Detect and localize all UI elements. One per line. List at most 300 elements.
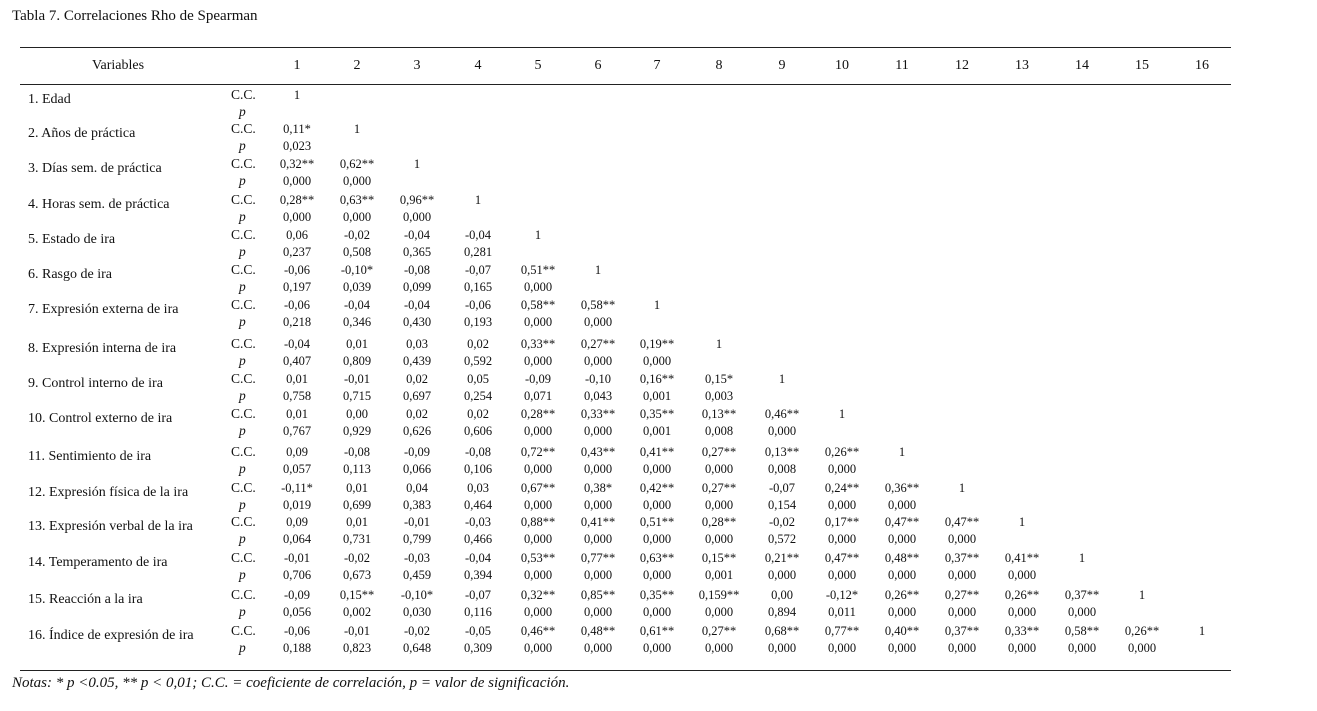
p-value-cell: 0,000	[523, 605, 553, 619]
p-value-cell: 0,464	[463, 498, 493, 512]
cc-value-cell: -0,05	[464, 624, 492, 638]
cc-value-cell: 1	[594, 263, 602, 277]
p-value-cell: 0,000	[523, 568, 553, 582]
p-value-cell: 0,000	[583, 354, 613, 368]
p-value-cell: 0,099	[402, 280, 432, 294]
table-title: Tabla 7. Correlaciones Rho de Spearman	[12, 8, 258, 24]
cc-value-cell: 0,72**	[520, 445, 556, 459]
cc-value-cell: -0,02	[343, 228, 371, 242]
p-value-cell: 0,648	[402, 641, 432, 655]
p-value-cell: 0,000	[827, 498, 857, 512]
cc-value-cell: 0,41**	[639, 445, 675, 459]
cc-value-cell: 0,27**	[944, 588, 980, 602]
cc-value-cell: 0,41**	[1004, 551, 1040, 565]
cc-value-cell: 0,17**	[824, 515, 860, 529]
cc-value-cell: 0,28**	[701, 515, 737, 529]
p-label: p	[239, 640, 246, 655]
cc-value-cell: 0,00	[346, 407, 368, 421]
cc-value-cell: -0,06	[283, 298, 311, 312]
p-value-cell: 0,000	[704, 498, 734, 512]
p-value-cell: 0,715	[342, 389, 372, 403]
cc-value-cell: -0,10*	[340, 263, 374, 277]
p-value-cell: 0,154	[767, 498, 797, 512]
header-col-15: 15	[1135, 58, 1149, 73]
cc-value-cell: 0,15**	[701, 551, 737, 565]
p-value-cell: 0,071	[523, 389, 553, 403]
p-value-cell: 0,000	[642, 498, 672, 512]
p-value-cell: 0,000	[767, 568, 797, 582]
cc-value-cell: -0,04	[343, 298, 371, 312]
cc-value-cell: -0,12*	[825, 588, 859, 602]
cc-label: C.C.	[231, 121, 256, 136]
cc-value-cell: 0,13**	[764, 445, 800, 459]
cc-value-cell: 0,26**	[1124, 624, 1160, 638]
header-rule	[20, 84, 1231, 85]
header-col-7: 7	[653, 58, 661, 73]
cc-label: C.C.	[231, 587, 256, 602]
p-value-cell: 0,000	[523, 641, 553, 655]
cc-value-cell: -0,10	[584, 372, 612, 386]
cc-value-cell: 0,28**	[279, 193, 315, 207]
cc-value-cell: 0,01	[346, 481, 368, 495]
p-value-cell: 0,000	[887, 568, 917, 582]
p-value-cell: 0,000	[583, 641, 613, 655]
cc-value-cell: -0,11*	[281, 481, 313, 495]
p-value-cell: 0,000	[523, 354, 553, 368]
p-value-cell: 0,799	[402, 532, 432, 546]
p-value-cell: 0,281	[463, 245, 493, 259]
cc-value-cell: 0,77**	[580, 551, 616, 565]
p-value-cell: 0,767	[282, 424, 312, 438]
cc-value-cell: 0,27**	[701, 624, 737, 638]
header-col-4: 4	[474, 58, 482, 73]
p-value-cell: 0,000	[704, 462, 734, 476]
p-value-cell: 0,000	[827, 641, 857, 655]
cc-value-cell: -0,08	[403, 263, 431, 277]
cc-value-cell: -0,08	[464, 445, 492, 459]
p-value-cell: 0,064	[282, 532, 312, 546]
cc-value-cell: 0,85**	[580, 588, 616, 602]
p-value-cell: 0,000	[827, 462, 857, 476]
cc-value-cell: 0,96**	[399, 193, 435, 207]
cc-value-cell: 0,09	[286, 515, 308, 529]
p-value-cell: 0,003	[704, 389, 734, 403]
cc-value-cell: -0,01	[343, 624, 371, 638]
p-value-cell: 0,066	[402, 462, 432, 476]
p-value-cell: 0,011	[828, 605, 856, 619]
header-variables: Variables	[91, 58, 145, 73]
p-value-cell: 0,309	[463, 641, 493, 655]
p-value-cell: 0,000	[887, 641, 917, 655]
header-col-14: 14	[1075, 58, 1089, 73]
header-col-9: 9	[778, 58, 786, 73]
variable-name: 1. Edad	[28, 92, 71, 107]
p-value-cell: 0,019	[282, 498, 312, 512]
cc-label: C.C.	[231, 623, 256, 638]
cc-value-cell: 0,02	[406, 372, 428, 386]
p-value-cell: 0,000	[402, 210, 432, 224]
p-value-cell: 0,237	[282, 245, 312, 259]
cc-value-cell: 0,16**	[639, 372, 675, 386]
p-value-cell: 0,000	[704, 641, 734, 655]
p-value-cell: 0,000	[947, 605, 977, 619]
cc-value-cell: -0,02	[343, 551, 371, 565]
cc-value-cell: 0,01	[346, 515, 368, 529]
p-value-cell: 0,706	[282, 568, 312, 582]
p-value-cell: 0,000	[583, 605, 613, 619]
cc-value-cell: 0,11*	[283, 122, 311, 136]
cc-value-cell: -0,01	[283, 551, 311, 565]
cc-value-cell: -0,09	[524, 372, 552, 386]
cc-value-cell: 0,63**	[339, 193, 375, 207]
cc-value-cell: -0,02	[403, 624, 431, 638]
p-value-cell: 0,000	[1127, 641, 1157, 655]
p-value-cell: 0,188	[282, 641, 312, 655]
cc-value-cell: -0,09	[283, 588, 311, 602]
p-value-cell: 0,459	[402, 568, 432, 582]
cc-value-cell: 0,01	[286, 407, 308, 421]
cc-value-cell: -0,04	[403, 298, 431, 312]
cc-value-cell: 1	[898, 445, 906, 459]
cc-value-cell: 0,15*	[704, 372, 734, 386]
p-value-cell: 0,165	[463, 280, 493, 294]
p-value-cell: 0,000	[523, 424, 553, 438]
variable-name: 6. Rasgo de ira	[28, 267, 112, 282]
cc-value-cell: 0,38*	[583, 481, 613, 495]
p-value-cell: 0,929	[342, 424, 372, 438]
p-value-cell: 0,572	[767, 532, 797, 546]
variable-name: 11. Sentimiento de ira	[28, 449, 152, 464]
cc-value-cell: 0,35**	[639, 588, 675, 602]
p-label: p	[239, 209, 246, 224]
p-value-cell: 0,254	[463, 389, 493, 403]
p-value-cell: 0,000	[827, 568, 857, 582]
p-value-cell: 0,000	[947, 568, 977, 582]
variable-name: 7. Expresión externa de ira	[28, 302, 179, 317]
p-value-cell: 0,439	[402, 354, 432, 368]
cc-value-cell: 1	[715, 337, 723, 351]
cc-value-cell: 0,35**	[639, 407, 675, 421]
cc-label: C.C.	[231, 480, 256, 495]
p-value-cell: 0,000	[887, 498, 917, 512]
cc-value-cell: -0,10*	[400, 588, 434, 602]
p-label: p	[239, 353, 246, 368]
p-value-cell: 0,383	[402, 498, 432, 512]
cc-value-cell: -0,09	[403, 445, 431, 459]
cc-value-cell: 0,48**	[580, 624, 616, 638]
p-value-cell: 0,000	[827, 532, 857, 546]
p-value-cell: 0,000	[583, 424, 613, 438]
p-value-cell: 0,000	[642, 462, 672, 476]
p-label: p	[239, 279, 246, 294]
cc-value-cell: -0,02	[768, 515, 796, 529]
p-label: p	[239, 531, 246, 546]
cc-value-cell: 0,01	[346, 337, 368, 351]
p-value-cell: 0,430	[402, 315, 432, 329]
p-value-cell: 0,000	[1007, 605, 1037, 619]
variable-name: 5. Estado de ira	[28, 232, 116, 247]
header-col-8: 8	[715, 58, 723, 73]
p-label: p	[239, 173, 246, 188]
p-value-cell: 0,000	[767, 641, 797, 655]
variable-name: 15. Reacción a la ira	[28, 592, 143, 607]
cc-value-cell: 0,32**	[520, 588, 556, 602]
p-value-cell: 0,023	[282, 139, 312, 153]
p-value-cell: 0,365	[402, 245, 432, 259]
p-value-cell: 0,197	[282, 280, 312, 294]
p-value-cell: 0,000	[947, 532, 977, 546]
cc-value-cell: -0,06	[283, 624, 311, 638]
cc-value-cell: 1	[778, 372, 786, 386]
cc-value-cell: -0,03	[464, 515, 492, 529]
p-value-cell: 0,039	[342, 280, 372, 294]
table-notes: Notas: * p <0.05, ** p < 0,01; C.C. = coeficiente de correlación, p = valor de significación.	[12, 675, 570, 691]
p-value-cell: 0,116	[464, 605, 492, 619]
p-value-cell: 0,000	[342, 210, 372, 224]
cc-label: C.C.	[231, 156, 256, 171]
cc-value-cell: -0,06	[464, 298, 492, 312]
cc-label: C.C.	[231, 514, 256, 529]
cc-value-cell: 1	[958, 481, 966, 495]
p-value-cell: 0,000	[642, 605, 672, 619]
p-value-cell: 0,000	[767, 424, 797, 438]
bottom-rule	[20, 670, 1231, 671]
cc-value-cell: 0,36**	[884, 481, 920, 495]
cc-value-cell: 0,42**	[639, 481, 675, 495]
p-value-cell: 0,001	[642, 424, 672, 438]
p-value-cell: 0,000	[583, 568, 613, 582]
cc-value-cell: 0,58**	[1064, 624, 1100, 638]
cc-label: C.C.	[231, 406, 256, 421]
cc-value-cell: 0,58**	[520, 298, 556, 312]
cc-value-cell: 0,33**	[580, 407, 616, 421]
cc-value-cell: 0,26**	[824, 445, 860, 459]
p-value-cell: 0,407	[282, 354, 312, 368]
cc-value-cell: -0,04	[283, 337, 311, 351]
cc-value-cell: 1	[1138, 588, 1146, 602]
cc-value-cell: 0,15**	[339, 588, 375, 602]
cc-value-cell: 0,47**	[824, 551, 860, 565]
cc-value-cell: 0,47**	[944, 515, 980, 529]
header-col-11: 11	[895, 58, 909, 73]
cc-value-cell: 0,41**	[580, 515, 616, 529]
variable-name: 14. Temperamento de ira	[28, 555, 168, 570]
cc-value-cell: 1	[534, 228, 542, 242]
p-label: p	[239, 497, 246, 512]
p-value-cell: 0,043	[583, 389, 613, 403]
p-label: p	[239, 461, 246, 476]
cc-value-cell: 0,62**	[339, 157, 375, 171]
variable-name: 3. Días sem. de práctica	[28, 161, 162, 176]
p-value-cell: 0,000	[887, 532, 917, 546]
cc-value-cell: 0,27**	[701, 481, 737, 495]
header-col-3: 3	[413, 58, 421, 73]
variable-name: 4. Horas sem. de práctica	[28, 197, 170, 212]
p-value-cell: 0,000	[642, 532, 672, 546]
p-label: p	[239, 388, 246, 403]
cc-value-cell: 0,88**	[520, 515, 556, 529]
p-value-cell: 0,758	[282, 389, 312, 403]
cc-value-cell: 0,26**	[884, 588, 920, 602]
cc-value-cell: 0,27**	[701, 445, 737, 459]
cc-value-cell: 0,04	[406, 481, 428, 495]
p-value-cell: 0,008	[767, 462, 797, 476]
p-value-cell: 0,000	[583, 498, 613, 512]
cc-value-cell: -0,06	[283, 263, 311, 277]
cc-value-cell: 0,19**	[639, 337, 675, 351]
header-col-6: 6	[594, 58, 602, 73]
p-value-cell: 0,193	[463, 315, 493, 329]
p-value-cell: 0,699	[342, 498, 372, 512]
cc-value-cell: -0,01	[403, 515, 431, 529]
cc-value-cell: 1	[838, 407, 846, 421]
p-value-cell: 0,000	[523, 498, 553, 512]
header-col-13: 13	[1015, 58, 1029, 73]
cc-value-cell: 0,37**	[944, 551, 980, 565]
cc-label: C.C.	[231, 336, 256, 351]
p-value-cell: 0,000	[583, 462, 613, 476]
header-col-1: 1	[293, 58, 301, 73]
p-value-cell: 0,000	[523, 462, 553, 476]
cc-value-cell: 0,02	[467, 337, 489, 351]
cc-value-cell: 1	[293, 88, 301, 102]
p-value-cell: 0,000	[947, 641, 977, 655]
variable-name: 16. Índice de expresión de ira	[28, 628, 194, 643]
p-value-cell: 0,000	[887, 605, 917, 619]
cc-value-cell: 0,05	[467, 372, 489, 386]
p-value-cell: 0,606	[463, 424, 493, 438]
cc-value-cell: -0,04	[403, 228, 431, 242]
cc-value-cell: 1	[1018, 515, 1026, 529]
cc-value-cell: 0,33**	[1004, 624, 1040, 638]
cc-label: C.C.	[231, 192, 256, 207]
cc-value-cell: 1	[474, 193, 482, 207]
cc-label: C.C.	[231, 444, 256, 459]
cc-value-cell: 0,67**	[520, 481, 556, 495]
p-label: p	[239, 138, 246, 153]
p-value-cell: 0,000	[523, 532, 553, 546]
p-value-cell: 0,002	[342, 605, 372, 619]
cc-label: C.C.	[231, 550, 256, 565]
p-label: p	[239, 423, 246, 438]
cc-value-cell: 0,01	[286, 372, 308, 386]
p-value-cell: 0,697	[402, 389, 432, 403]
cc-value-cell: 0,68**	[764, 624, 800, 638]
p-value-cell: 0,001	[642, 389, 672, 403]
cc-value-cell: 0,13**	[701, 407, 737, 421]
p-label: p	[239, 244, 246, 259]
p-value-cell: 0,673	[342, 568, 372, 582]
p-value-cell: 0,823	[342, 641, 372, 655]
cc-value-cell: -0,07	[464, 263, 492, 277]
variable-name: 8. Expresión interna de ira	[28, 341, 177, 356]
header-col-5: 5	[534, 58, 542, 73]
cc-value-cell: 0,03	[406, 337, 428, 351]
cc-label: C.C.	[231, 262, 256, 277]
cc-value-cell: 0,33**	[520, 337, 556, 351]
p-value-cell: 0,057	[282, 462, 312, 476]
p-value-cell: 0,000	[704, 605, 734, 619]
p-value-cell: 0,106	[463, 462, 493, 476]
p-value-cell: 0,008	[704, 424, 734, 438]
header-col-10: 10	[835, 58, 849, 73]
cc-value-cell: 1	[1198, 624, 1206, 638]
p-value-cell: 0,346	[342, 315, 372, 329]
p-label: p	[239, 567, 246, 582]
p-label: p	[239, 314, 246, 329]
cc-value-cell: 0,02	[406, 407, 428, 421]
cc-value-cell: 0,02	[467, 407, 489, 421]
cc-value-cell: 0,61**	[639, 624, 675, 638]
cc-value-cell: 0,40**	[884, 624, 920, 638]
cc-value-cell: 0,21**	[764, 551, 800, 565]
variable-name: 10. Control externo de ira	[28, 411, 173, 426]
p-value-cell: 0,000	[583, 315, 613, 329]
cc-value-cell: 0,37**	[1064, 588, 1100, 602]
p-value-cell: 0,001	[704, 568, 734, 582]
cc-label: C.C.	[231, 227, 256, 242]
cc-value-cell: -0,07	[768, 481, 796, 495]
p-value-cell: 0,000	[1067, 605, 1097, 619]
p-value-cell: 0,000	[1007, 568, 1037, 582]
cc-value-cell: -0,04	[464, 228, 492, 242]
p-label: p	[239, 604, 246, 619]
cc-value-cell: -0,03	[403, 551, 431, 565]
header-col-16: 16	[1195, 58, 1209, 73]
p-value-cell: 0,508	[342, 245, 372, 259]
cc-value-cell: 0,28**	[520, 407, 556, 421]
cc-value-cell: 0,27**	[580, 337, 616, 351]
header-col-2: 2	[353, 58, 361, 73]
p-value-cell: 0,000	[523, 280, 553, 294]
cc-label: C.C.	[231, 297, 256, 312]
p-value-cell: 0,218	[282, 315, 312, 329]
p-value-cell: 0,000	[642, 641, 672, 655]
p-label: p	[239, 104, 246, 119]
variable-name: 13. Expresión verbal de la ira	[28, 519, 193, 534]
cc-label: C.C.	[231, 371, 256, 386]
variable-name: 12. Expresión física de la ira	[28, 485, 189, 500]
cc-value-cell: 0,03	[467, 481, 489, 495]
cc-value-cell: -0,08	[343, 445, 371, 459]
cc-value-cell: 0,63**	[639, 551, 675, 565]
cc-value-cell: 0,51**	[639, 515, 675, 529]
cc-value-cell: 0,48**	[884, 551, 920, 565]
cc-value-cell: 1	[413, 157, 421, 171]
top-rule	[20, 47, 1231, 48]
p-value-cell: 0,113	[343, 462, 371, 476]
p-value-cell: 0,056	[282, 605, 312, 619]
cc-value-cell: -0,01	[343, 372, 371, 386]
header-col-12: 12	[955, 58, 969, 73]
p-value-cell: 0,000	[1067, 641, 1097, 655]
cc-value-cell: 0,00	[771, 588, 793, 602]
p-value-cell: 0,894	[767, 605, 797, 619]
cc-value-cell: 0,09	[286, 445, 308, 459]
p-value-cell: 0,000	[523, 315, 553, 329]
variable-name: 9. Control interno de ira	[28, 376, 163, 391]
cc-value-cell: 0,32**	[279, 157, 315, 171]
p-value-cell: 0,000	[642, 354, 672, 368]
p-value-cell: 0,000	[1007, 641, 1037, 655]
cc-value-cell: 0,51**	[520, 263, 556, 277]
cc-value-cell: 0,06	[286, 228, 308, 242]
p-value-cell: 0,030	[402, 605, 432, 619]
cc-value-cell: 0,53**	[520, 551, 556, 565]
p-value-cell: 0,000	[342, 174, 372, 188]
p-value-cell: 0,394	[463, 568, 493, 582]
p-value-cell: 0,000	[282, 210, 312, 224]
